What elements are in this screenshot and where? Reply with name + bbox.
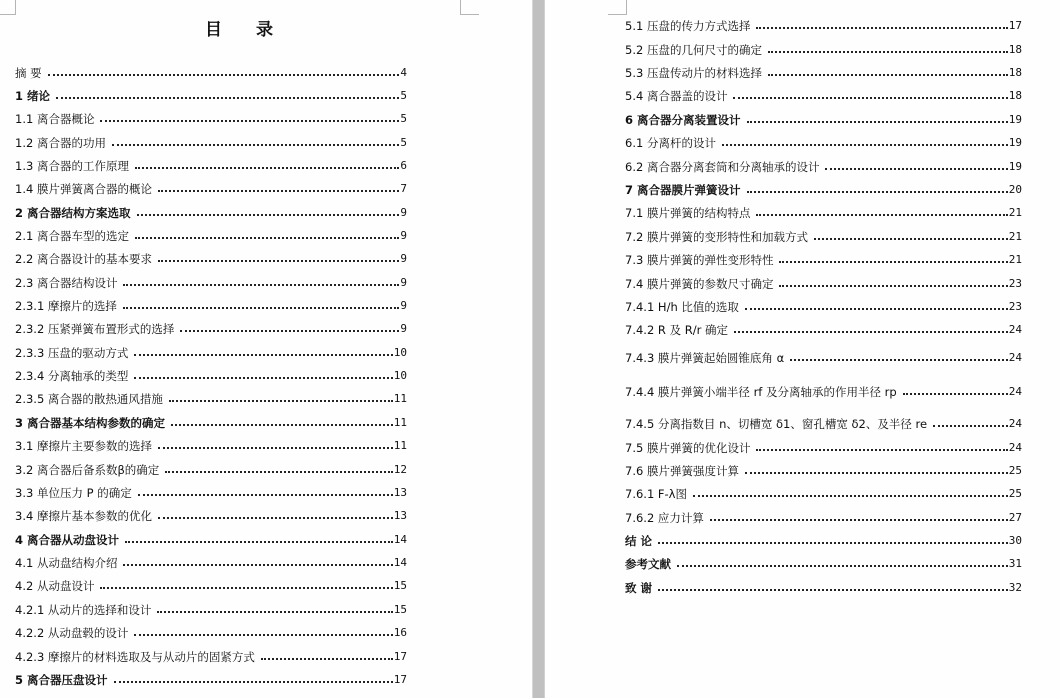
- dot-leader: [134, 634, 392, 636]
- toc-entry-page-number: 21: [1008, 253, 1022, 266]
- toc-entry-page-number: 9: [400, 322, 407, 335]
- toc-entry[interactable]: [625, 323, 1022, 337]
- toc-entry-page-number: 13: [393, 509, 407, 522]
- toc-entry[interactable]: [15, 112, 407, 126]
- toc-entry-page-number: 11: [393, 392, 407, 405]
- toc-entry-page-number: 5: [400, 112, 407, 125]
- toc-entry-page-number: 24: [1008, 417, 1022, 430]
- toc-entry[interactable]: [15, 229, 407, 243]
- toc-entry-label: 2.3.3 压盘的驱动方式: [15, 346, 129, 360]
- toc-entry[interactable]: [625, 230, 1022, 244]
- dot-leader: [100, 120, 399, 122]
- dot-leader: [158, 447, 393, 449]
- toc-entry[interactable]: [15, 579, 407, 593]
- dot-leader: [157, 611, 392, 613]
- toc-entry-label: 2.2 离合器设计的基本要求: [15, 252, 152, 266]
- toc-entry-page-number: 23: [1008, 277, 1022, 290]
- toc-entry[interactable]: [625, 277, 1022, 291]
- toc-entry-label: 3.2 离合器后备系数β的确定: [15, 463, 160, 477]
- toc-entry-page-number: 14: [393, 533, 407, 546]
- toc-entry-page-number: 16: [393, 626, 407, 639]
- dot-leader: [134, 377, 392, 379]
- dot-leader: [112, 144, 399, 146]
- toc-entry-page-number: 20: [1008, 183, 1022, 196]
- toc-entry-label: 1 绪论: [15, 89, 51, 103]
- toc-entry-label: 2.3.1 摩擦片的选择: [15, 299, 117, 313]
- toc-entry[interactable]: [15, 89, 407, 103]
- toc-entry-page-number: 13: [393, 486, 407, 499]
- toc-entry-page-number: 18: [1008, 66, 1022, 79]
- toc-entry-page-number: 18: [1008, 89, 1022, 102]
- page-corner-mark: [460, 0, 479, 15]
- dot-leader: [768, 74, 1008, 76]
- dot-leader: [658, 589, 1008, 591]
- toc-entry-label: 参考文献: [625, 557, 671, 571]
- page-gap: [532, 0, 545, 698]
- toc-title: 目 录: [205, 20, 287, 40]
- toc-entry[interactable]: [625, 351, 1022, 365]
- toc-entry-label: 2.3.5 离合器的散热通风措施: [15, 392, 163, 406]
- toc-entry-label: 7.6 膜片弹簧强度计算: [625, 464, 739, 478]
- document-page-right: [545, 0, 1060, 698]
- dot-leader: [169, 400, 393, 402]
- toc-entry-page-number: 11: [393, 439, 407, 452]
- toc-entry[interactable]: [15, 463, 407, 477]
- page-corner-mark: [0, 0, 16, 15]
- toc-entry[interactable]: [625, 43, 1022, 57]
- toc-entry-label: 2.3.2 压紧弹簧布置形式的选择: [15, 322, 175, 336]
- toc-entry-label: 1.4 膜片弹簧离合器的概论: [15, 182, 152, 196]
- toc-entry-label: 7.4.4 膜片弹簧小端半径 rf 及分离轴承的作用半径 rp: [625, 385, 897, 399]
- toc-entry[interactable]: [625, 557, 1022, 571]
- toc-entry-label: 4.2.3 摩擦片的材料选取及与从动片的固紧方式: [15, 650, 255, 664]
- dot-leader: [137, 214, 400, 216]
- toc-entry-page-number: 31: [1008, 557, 1022, 570]
- toc-entry[interactable]: [15, 252, 407, 266]
- toc-entry[interactable]: [15, 673, 407, 687]
- toc-entry[interactable]: [15, 346, 407, 360]
- toc-entry-page-number: 17: [393, 673, 407, 686]
- dot-leader: [779, 285, 1007, 287]
- toc-entry[interactable]: [15, 439, 407, 453]
- toc-entry-page-number: 25: [1008, 464, 1022, 477]
- toc-entry-label: 结 论: [625, 534, 653, 548]
- toc-entry-label: 6.2 离合器分离套筒和分离轴承的设计: [625, 160, 820, 174]
- toc-entry-label: 1.3 离合器的工作原理: [15, 159, 129, 173]
- dot-leader: [790, 359, 1008, 361]
- dot-leader: [134, 354, 392, 356]
- toc-entry-page-number: 14: [393, 556, 407, 569]
- dot-leader: [677, 565, 1008, 567]
- toc-entry-label: 7.3 膜片弹簧的弹性变形特性: [625, 253, 774, 267]
- dot-leader: [158, 517, 393, 519]
- toc-entry-page-number: 19: [1008, 136, 1022, 149]
- toc-entry[interactable]: [15, 322, 407, 336]
- dot-leader: [768, 51, 1008, 53]
- toc-entry-label: 7.6.1 F-λ图: [625, 487, 687, 501]
- toc-entry[interactable]: [625, 89, 1022, 103]
- toc-entry-page-number: 21: [1008, 230, 1022, 243]
- toc-entry[interactable]: [625, 464, 1022, 478]
- toc-entry[interactable]: [15, 416, 407, 430]
- toc-entry-label: 7.1 膜片弹簧的结构特点: [625, 206, 751, 220]
- toc-entry-label: 4.2.1 从动片的选择和设计: [15, 603, 152, 617]
- toc-entry-label: 7.4.2 R 及 R/r 确定: [625, 323, 728, 337]
- toc-entry-label: 7.4.1 H/h 比值的选取: [625, 300, 739, 314]
- dot-leader: [158, 190, 399, 192]
- toc-entry[interactable]: [15, 159, 407, 173]
- dot-leader: [756, 449, 1007, 451]
- toc-entry-label: 7.2 膜片弹簧的变形特性和加载方式: [625, 230, 808, 244]
- toc-entry-label: 4 离合器从动盘设计: [15, 533, 120, 547]
- toc-entry-label: 3 离合器基本结构参数的确定: [15, 416, 166, 430]
- toc-entry-page-number: 5: [400, 89, 407, 102]
- toc-entry[interactable]: [625, 300, 1022, 314]
- toc-entry-label: 2.3.4 分离轴承的类型: [15, 369, 129, 383]
- dot-leader: [135, 167, 399, 169]
- toc-entry-label: 7.4.3 膜片弹簧起始圆锥底角 α: [625, 351, 785, 365]
- toc-entry-label: 致 谢: [625, 581, 653, 595]
- toc-entry-page-number: 30: [1008, 534, 1022, 547]
- dot-leader: [933, 425, 1008, 427]
- toc-entry-page-number: 9: [400, 206, 407, 219]
- toc-entry[interactable]: [15, 206, 407, 220]
- toc-entry-label: 5.3 压盘传动片的材料选择: [625, 66, 762, 80]
- toc-entry[interactable]: [625, 136, 1022, 150]
- toc-entry-page-number: 9: [400, 252, 407, 265]
- dot-leader: [747, 121, 1008, 123]
- toc-entry[interactable]: [625, 534, 1022, 548]
- toc-entry-label: 1.1 离合器概论: [15, 112, 95, 126]
- toc-entry-page-number: 15: [393, 603, 407, 616]
- toc-entry[interactable]: [625, 511, 1022, 525]
- dot-leader: [123, 307, 399, 309]
- toc-entry-label: 7.6.2 应力计算: [625, 511, 704, 525]
- toc-entry-page-number: 10: [393, 369, 407, 382]
- toc-entry-page-number: 9: [400, 299, 407, 312]
- toc-entry[interactable]: [15, 626, 407, 640]
- toc-entry-page-number: 4: [400, 66, 407, 79]
- toc-entry-label: 2.3 离合器结构设计: [15, 276, 118, 290]
- toc-entry-page-number: 25: [1008, 487, 1022, 500]
- toc-entry[interactable]: [15, 556, 407, 570]
- toc-entry-label: 3.3 单位压力 P 的确定: [15, 486, 132, 500]
- toc-entry[interactable]: [15, 66, 407, 80]
- toc-entry[interactable]: [625, 581, 1022, 595]
- toc-entry-page-number: 24: [1008, 351, 1022, 364]
- toc-entry-page-number: 15: [393, 579, 407, 592]
- toc-entry-page-number: 5: [400, 136, 407, 149]
- toc-entry[interactable]: [15, 276, 407, 290]
- toc-entry-label: 6 离合器分离装置设计: [625, 113, 741, 127]
- dot-leader: [814, 238, 1008, 240]
- toc-entry[interactable]: [625, 66, 1022, 80]
- toc-entry[interactable]: [625, 160, 1022, 174]
- toc-entry-page-number: 21: [1008, 206, 1022, 219]
- dot-leader: [903, 393, 1008, 395]
- toc-entry[interactable]: [625, 183, 1022, 197]
- dot-leader: [756, 27, 1007, 29]
- dot-leader: [123, 564, 392, 566]
- toc-entry-page-number: 10: [393, 346, 407, 359]
- dot-leader: [734, 331, 1008, 333]
- toc-entry-page-number: 27: [1008, 511, 1022, 524]
- toc-entry-label: 3.4 摩擦片基本参数的优化: [15, 509, 152, 523]
- toc-entry-label: 4.1 从动盘结构介绍: [15, 556, 118, 570]
- toc-entry-page-number: 24: [1008, 441, 1022, 454]
- toc-entry-label: 4.2 从动盘设计: [15, 579, 95, 593]
- toc-entry[interactable]: [15, 603, 407, 617]
- dot-leader: [138, 494, 393, 496]
- toc-entry[interactable]: [15, 182, 407, 196]
- toc-entry-label: 摘 要: [15, 66, 42, 80]
- dot-leader: [125, 541, 393, 543]
- toc-entry[interactable]: [625, 253, 1022, 267]
- toc-entry[interactable]: [625, 487, 1022, 501]
- dot-leader: [710, 519, 1008, 521]
- dot-leader: [747, 191, 1008, 193]
- toc-entry-page-number: 18: [1008, 43, 1022, 56]
- toc-entry[interactable]: [15, 533, 407, 547]
- toc-entry-label: 5.2 压盘的几何尺寸的确定: [625, 43, 762, 57]
- toc-entry[interactable]: [15, 486, 407, 500]
- toc-entry-label: 3.1 摩擦片主要参数的选择: [15, 439, 152, 453]
- dot-leader: [756, 214, 1007, 216]
- dot-leader: [779, 261, 1007, 263]
- dot-leader: [114, 681, 393, 683]
- toc-entry-page-number: 24: [1008, 385, 1022, 398]
- dot-leader: [123, 284, 399, 286]
- dot-leader: [733, 97, 1007, 99]
- dot-leader: [825, 168, 1007, 170]
- dot-leader: [158, 260, 399, 262]
- dot-leader: [100, 587, 392, 589]
- dot-leader: [745, 472, 1008, 474]
- toc-entry-label: 7.5 膜片弹簧的优化设计: [625, 441, 751, 455]
- toc-entry-page-number: 17: [393, 650, 407, 663]
- toc-entry-label: 5 离合器压盘设计: [15, 673, 108, 687]
- dot-leader: [165, 471, 392, 473]
- dot-leader: [180, 330, 399, 332]
- dot-leader: [56, 97, 399, 99]
- toc-entry[interactable]: [625, 417, 1022, 431]
- dot-leader: [745, 308, 1008, 310]
- toc-entry-page-number: 9: [400, 229, 407, 242]
- page-corner-mark: [608, 0, 627, 15]
- toc-entry-label: 6.1 分离杆的设计: [625, 136, 716, 150]
- toc-entry[interactable]: [15, 392, 407, 406]
- toc-entry-label: 1.2 离合器的功用: [15, 136, 106, 150]
- dot-leader: [693, 495, 1008, 497]
- toc-entry[interactable]: [625, 385, 1022, 399]
- toc-entry-page-number: 23: [1008, 300, 1022, 313]
- toc-entry-label: 7.4 膜片弹簧的参数尺寸确定: [625, 277, 774, 291]
- toc-entry-page-number: 24: [1008, 323, 1022, 336]
- toc-entry[interactable]: [15, 509, 407, 523]
- toc-entry-label: 2 离合器结构方案选取: [15, 206, 131, 220]
- toc-entry-page-number: 7: [400, 182, 407, 195]
- toc-entry[interactable]: [625, 19, 1022, 33]
- toc-entry[interactable]: [15, 136, 407, 150]
- toc-entry-page-number: 9: [400, 276, 407, 289]
- toc-entry[interactable]: [15, 369, 407, 383]
- toc-entry[interactable]: [625, 441, 1022, 455]
- toc-entry-page-number: 17: [1008, 19, 1022, 32]
- dot-leader: [135, 237, 399, 239]
- toc-entry-label: 5.1 压盘的传力方式选择: [625, 19, 751, 33]
- dot-leader: [658, 542, 1008, 544]
- toc-entry-label: 4.2.2 从动盘毂的设计: [15, 626, 129, 640]
- dot-leader: [171, 424, 393, 426]
- toc-entry-page-number: 11: [393, 416, 407, 429]
- toc-entry[interactable]: [625, 113, 1022, 127]
- toc-entry-label: 7.4.5 分离指数目 n、切槽宽 δ1、窗孔槽宽 δ2、及半径 re: [625, 417, 928, 431]
- toc-entry-label: 2.1 离合器车型的选定: [15, 229, 129, 243]
- toc-entry-page-number: 19: [1008, 160, 1022, 173]
- toc-entry-page-number: 32: [1008, 581, 1022, 594]
- toc-entry-page-number: 12: [393, 463, 407, 476]
- toc-entry-label: 5.4 离合器盖的设计: [625, 89, 728, 103]
- toc-entry[interactable]: [15, 299, 407, 313]
- toc-entry-page-number: 6: [400, 159, 407, 172]
- dot-leader: [722, 144, 1008, 146]
- toc-entry[interactable]: [15, 650, 407, 664]
- toc-entry-page-number: 19: [1008, 113, 1022, 126]
- dot-leader: [261, 658, 393, 660]
- toc-entry[interactable]: [625, 206, 1022, 220]
- dot-leader: [48, 74, 400, 76]
- toc-entry-label: 7 离合器膜片弹簧设计: [625, 183, 741, 197]
